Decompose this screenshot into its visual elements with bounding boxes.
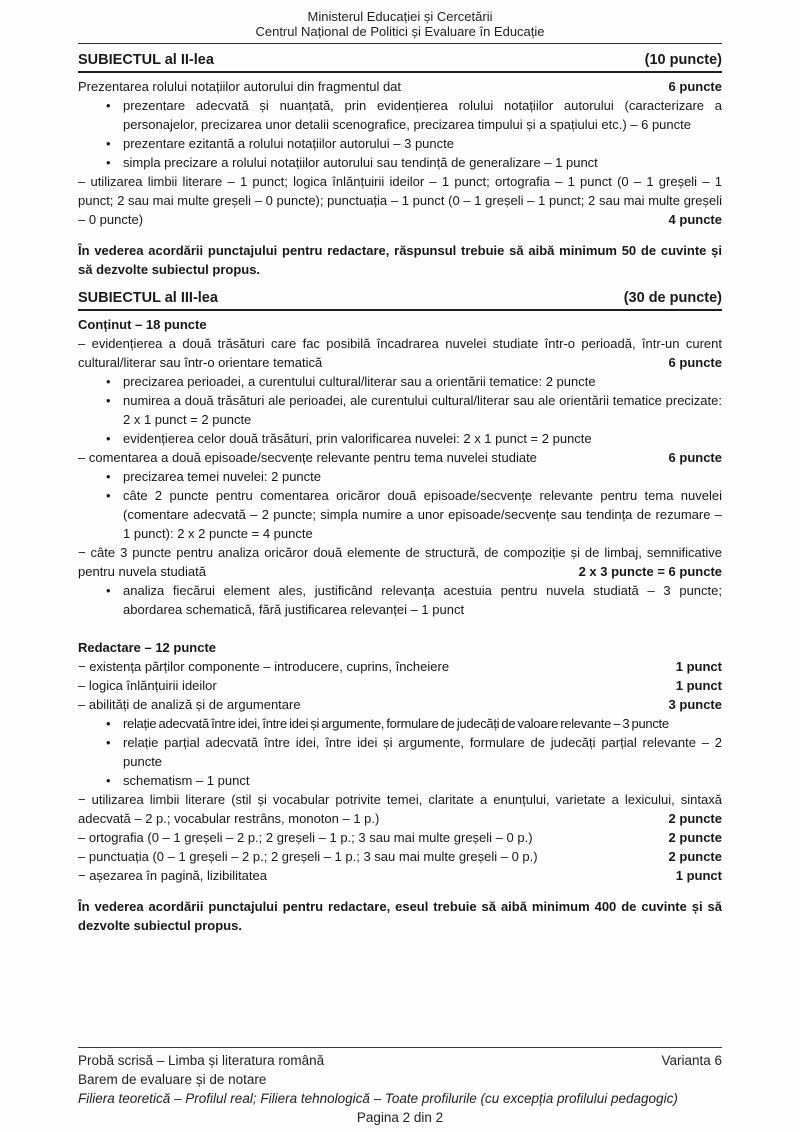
block-text: precizarea temei nuvelei: 2 puncte xyxy=(123,469,322,484)
block-text: numirea a două trăsături ale perioadei, ale curentului cultural/literar sau ale orientării tematice precizate: 2 x 1 punct = 2 puncte xyxy=(123,393,722,427)
bullet-block xyxy=(78,581,722,619)
para-block xyxy=(78,790,722,828)
bullet-block xyxy=(78,429,722,448)
block-points: 6 puncte xyxy=(668,355,722,370)
footer-page-number: Pagina 2 din 2 xyxy=(356,1110,444,1125)
section-title-row xyxy=(78,51,722,73)
footer-row xyxy=(78,1051,722,1070)
footer-variant: Varianta 6 xyxy=(661,1053,722,1068)
bullet-block xyxy=(78,714,722,733)
note-block xyxy=(78,897,722,935)
section-title: SUBIECTUL al III-lea xyxy=(78,290,218,306)
block-text: − câte 3 puncte pentru analiza oricăror două elemente de structură, de compoziție și de limbaj, semnificative pentru nuvela studiată xyxy=(78,545,722,579)
bullet-block xyxy=(78,391,722,429)
para-block xyxy=(78,448,722,467)
block-text: – utilizarea limbii literare – 1 punct; logica înlănțuirii ideilor – 1 punct; ortografia – 1 punct (0 – 1 greșeli – 1 punct; 2 sau mai multe greșeli – 0 puncte); punctuația – 1 punct (0 – 1 greșeli – 1 punct; 2 sau mai multe greșeli – 0 puncte) xyxy=(78,174,722,227)
block-text: – logica înlănțuirii ideilor xyxy=(78,678,217,693)
block-text: precizarea perioadei, a curentului cultural/literar sau a orientării tematice: 2 puncte xyxy=(123,374,596,389)
para-block xyxy=(78,77,722,96)
section-title-row xyxy=(78,289,722,311)
footer-exam-line: Probă scrisă – Limba și literatura română xyxy=(78,1053,325,1068)
block-points: 1 punct xyxy=(675,659,722,674)
para-block xyxy=(78,676,722,695)
para-block xyxy=(78,847,722,866)
footer-filiera-line: Filiera teoretică – Profilul real; Filiera tehnologică – Toate profilurile (cu excepția profilului pedagogic) xyxy=(78,1091,678,1106)
block-text: Prezentarea rolului notațiilor autorului din fragmentul dat xyxy=(78,79,402,94)
block-points: 2 x 3 puncte = 6 puncte xyxy=(578,564,722,579)
bullet-block xyxy=(78,733,722,771)
section-points: (30 de puncte) xyxy=(623,290,722,306)
block-text: – punctuația (0 – 1 greșeli – 2 p.; 2 greșeli – 1 p.; 3 sau mai multe greșeli – 0 p.) xyxy=(78,849,538,864)
block-text: prezentare adecvată și nuanțată, prin evidențierea rolului notațiilor autorului (caracterizare a personajelor, precizarea unor detalii scenografice, precizarea timpului și a spațiului etc.) – 6 puncte xyxy=(123,98,722,132)
bullet-block xyxy=(78,134,722,153)
bullet-block xyxy=(78,467,722,486)
block-points: 1 punct xyxy=(675,678,722,693)
bullet-block xyxy=(78,771,722,790)
footer-barem-line: Barem de evaluare și de notare xyxy=(78,1072,267,1087)
header-rule xyxy=(78,43,722,44)
block-points: 6 puncte xyxy=(668,79,722,94)
block-points: 2 puncte xyxy=(668,811,722,826)
block-text: câte 2 puncte pentru comentarea oricăror două episoade/secvențe relevante pentru tema nuvelei (comentare adecvată – 2 puncte; simpla numire a unor episoade/secvențe sau tendința de rezumare – 1 punct): 2 x 2 puncte = 4 puncte xyxy=(123,488,722,541)
para-block xyxy=(78,172,722,229)
block-text: prezentare ezitantă a rolului notațiilor autorului – 3 puncte xyxy=(123,136,454,151)
bullet-block xyxy=(78,486,722,543)
block-text: − așezarea în pagină, lizibilitatea xyxy=(78,868,267,883)
para-block xyxy=(78,657,722,676)
bullet-block xyxy=(78,153,722,172)
block-points: 4 puncte xyxy=(668,212,722,227)
para-block xyxy=(78,866,722,885)
block-text: În vederea acordării punctajului pentru redactare, eseul trebuie să aibă minimum 400 de cuvinte și să dezvolte subiectul propus. xyxy=(78,899,722,933)
page-footer xyxy=(78,1047,722,1127)
block-text: – abilități de analiză și de argumentare xyxy=(78,697,301,712)
block-text: – comentarea a două episoade/secvențe relevante pentru tema nuvelei studiate xyxy=(78,450,537,465)
block-points: 2 puncte xyxy=(668,830,722,845)
block-text: În vederea acordării punctajului pentru redactare, răspunsul trebuie să aibă minimum 50 de cuvinte și să dezvolte subiectul propus. xyxy=(78,243,722,277)
block-points: 2 puncte xyxy=(668,849,722,864)
block-text: schematism – 1 punct xyxy=(123,773,250,788)
para-block xyxy=(78,828,722,847)
bullet-block xyxy=(78,372,722,391)
para-block xyxy=(78,543,722,581)
block-text: evidențierea celor două trăsături, prin valorificarea nuvelei: 2 x 1 punct = 2 puncte xyxy=(123,431,592,446)
block-points: 6 puncte xyxy=(668,450,722,465)
block-text: – ortografia (0 – 1 greșeli – 2 p.; 2 greșeli – 1 p.; 3 sau mai multe greșeli – 0 p.) xyxy=(78,830,533,845)
ministry-line: Ministerul Educației și Cercetării xyxy=(307,9,493,24)
national-center-line: Centrul Național de Politici și Evaluare în Educație xyxy=(255,24,545,39)
section-title: SUBIECTUL al II-lea xyxy=(78,52,214,68)
section-points: (10 puncte) xyxy=(644,52,722,68)
block-text: relație adecvată între idei, între idei și argumente, formulare de judecăți de valoare relevante – 3 puncte xyxy=(123,716,669,731)
block-text: relație parțial adecvată între idei, între idei și argumente, formulare de judecăți parțial relevante – 2 puncte xyxy=(123,735,722,769)
block-text: Conținut – 18 puncte xyxy=(78,317,207,332)
block-text: simpla precizare a rolului notațiilor autorului sau tendință de generalizare – 1 punct xyxy=(123,155,598,170)
block-points: 3 puncte xyxy=(668,697,722,712)
block-points: 1 punct xyxy=(675,868,722,883)
note-block xyxy=(78,241,722,279)
para-block xyxy=(78,334,722,372)
document-body xyxy=(78,51,722,935)
gap-block xyxy=(78,619,722,638)
bullet-block xyxy=(78,96,722,134)
block-text: − existența părților componente – introducere, cuprins, încheiere xyxy=(78,659,450,674)
heading-block xyxy=(78,315,722,334)
heading-block xyxy=(78,638,722,657)
block-text: − utilizarea limbii literare (stil și vocabular potrivite temei, claritate a enunțului, varietate a lexicului, sintaxă adecvată – 2 p.; vocabular restrâns, monoton – 1 p.) xyxy=(78,792,722,826)
para-block xyxy=(78,695,722,714)
block-text: Redactare – 12 puncte xyxy=(78,640,217,655)
block-text: – evidențierea a două trăsături care fac posibilă încadrarea nuvelei studiate într-o perioadă, într-un curent cultural/literar sau într-o orientare tematică xyxy=(78,336,722,370)
block-text: analiza fiecărui element ales, justificând relevanța acestuia pentru nuvela studiată – 3 puncte; abordarea schematică, fără justificarea relevanței – 1 punct xyxy=(123,583,722,617)
document-header xyxy=(78,9,722,44)
